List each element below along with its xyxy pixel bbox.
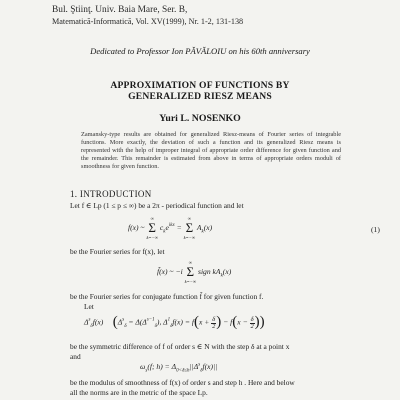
paper-title <box>0 80 400 102</box>
intro-paragraph-3: be the Fourier series for conjugate function f̃ for given function f. <box>70 292 264 301</box>
journal-header-line1: Bul. Ştiinţ. Univ. Baia Mare, Ser. B, <box>52 5 188 15</box>
intro-paragraph-3b: Let <box>84 302 94 311</box>
title-line-1: APPROXIMATION OF FUNCTIONS BY <box>110 80 290 91</box>
section-heading: 1. INTRODUCTION <box>70 189 152 199</box>
dedication: Dedicated to Professor Ion PĂVĂLOIU on his 60th anniversary <box>90 46 310 56</box>
intro-paragraph-4b: and <box>70 352 81 361</box>
author-name: Yuri L. NOSENKO <box>159 113 241 124</box>
equation-fourier-series: f(x) ~ ∞ Σ k=−∞ $c_ke^{ikx}$ = ∞ Σ k=−∞ $A_k(x)$ <box>128 216 213 240</box>
intro-paragraph-5: be the modulus of smoothness of f(x) of order s and step h . Here and below <box>70 378 295 387</box>
equation-modulus-of-smoothness: $\omega_s(f$; $h) = \Delta_{0<\delta\le h}||\Delta^s_\delta f(x)||$ <box>140 362 218 374</box>
intro-paragraph-4: be the symmetric difference of f of order s ∈ N with the step δ at a point x <box>70 342 290 351</box>
equation-symmetric-difference: $\Delta^s_\delta f(x)$ ($\Delta^s_\delta = \Delta(\Delta^{s-1}_\delta)$, $\Delta^1_\delta f(x) = f(x + \frac{\delta}{2}) - f(x - \frac{\delta}{2})$) <box>84 314 265 330</box>
intro-paragraph-2: be the Fourier series for f(x), let <box>70 247 165 256</box>
equation-conjugate-series: f̃(x) ~ −i ∞ Σ k=−∞ sign $kA_k(x)$ <box>157 260 232 284</box>
title-line-2: GENERALIZED RIESZ MEANS <box>128 91 272 102</box>
abstract: Zamansky-type results are obtained for generalized Riesz-means of Fourier series of integrable functions. More exactly, the deviation of such a function and its generalized Riesz means is represented with the help of improper integral of appropriate order difference for given function and the remainder. This remainder is estimated from above in terms of appropriate orders moduli of smoothness for given function. <box>81 131 341 170</box>
intro-paragraph-6: all the norms are in the metric of the space Lp. <box>70 388 208 397</box>
journal-header-line2: Matematică-Informatică, Vol. XV(1999), Nr. 1-2, 131-138 <box>52 17 244 26</box>
intro-paragraph-1: Let f ∈ Lp (1 ≤ p ≤ ∞) be a 2π - periodical function and let <box>70 201 244 210</box>
equation-number: (1) <box>371 225 380 234</box>
